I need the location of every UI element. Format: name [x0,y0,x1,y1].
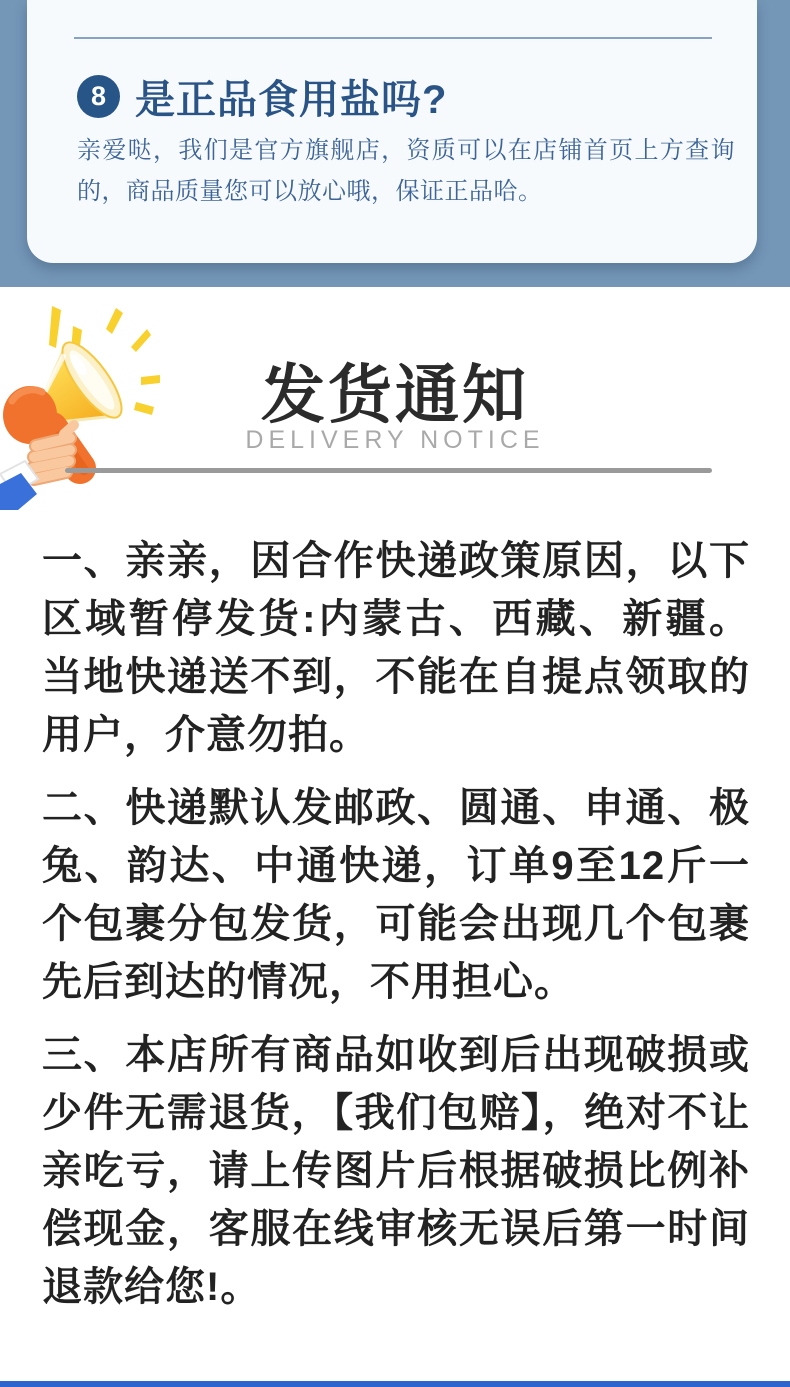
faq-number-badge: 8 [77,75,120,118]
notice-paragraph-2: 二、快递默认发邮政、圆通、申通、极兔、韵达、中通快递，订单9至12斤一个包裹分包发货，可能会出现几个包裹先后到达的情况，不用担心。 [42,786,750,1004]
faq-question-row [77,68,447,125]
title-underline [65,468,712,473]
faq-question: 是正品食用盐吗? [135,78,448,122]
notice-paragraph-3: 三、本店所有商品如收到后出现破损或少件无需退货，【我们包赔】，绝对不让亲吃亏，请上传图片后根据破损比例补偿现金，客服在线审核无误后第一时间退款给您!。 [42,1033,750,1309]
notice-paragraph-1: 一、亲亲，因合作快递政策原因，以下区域暂停发货:内蒙古、西藏、新疆。当地快递送不到，不能在自提点领取的用户，介意勿拍。 [42,539,750,757]
notice-title: 发货通知 [261,359,529,431]
delivery-notice-section [0,287,790,1387]
next-section-edge [0,1381,790,1387]
notice-subtitle: DELIVERY NOTICE [245,426,545,454]
faq-section [0,0,790,287]
notice-body [42,532,750,1331]
faq-answer: 亲爱哒，我们是官方旗舰店，资质可以在店铺首页上方查询的，商品质量您可以放心哦，保证正品哈。 [77,137,735,205]
faq-card [27,0,757,263]
divider-line [74,37,712,39]
